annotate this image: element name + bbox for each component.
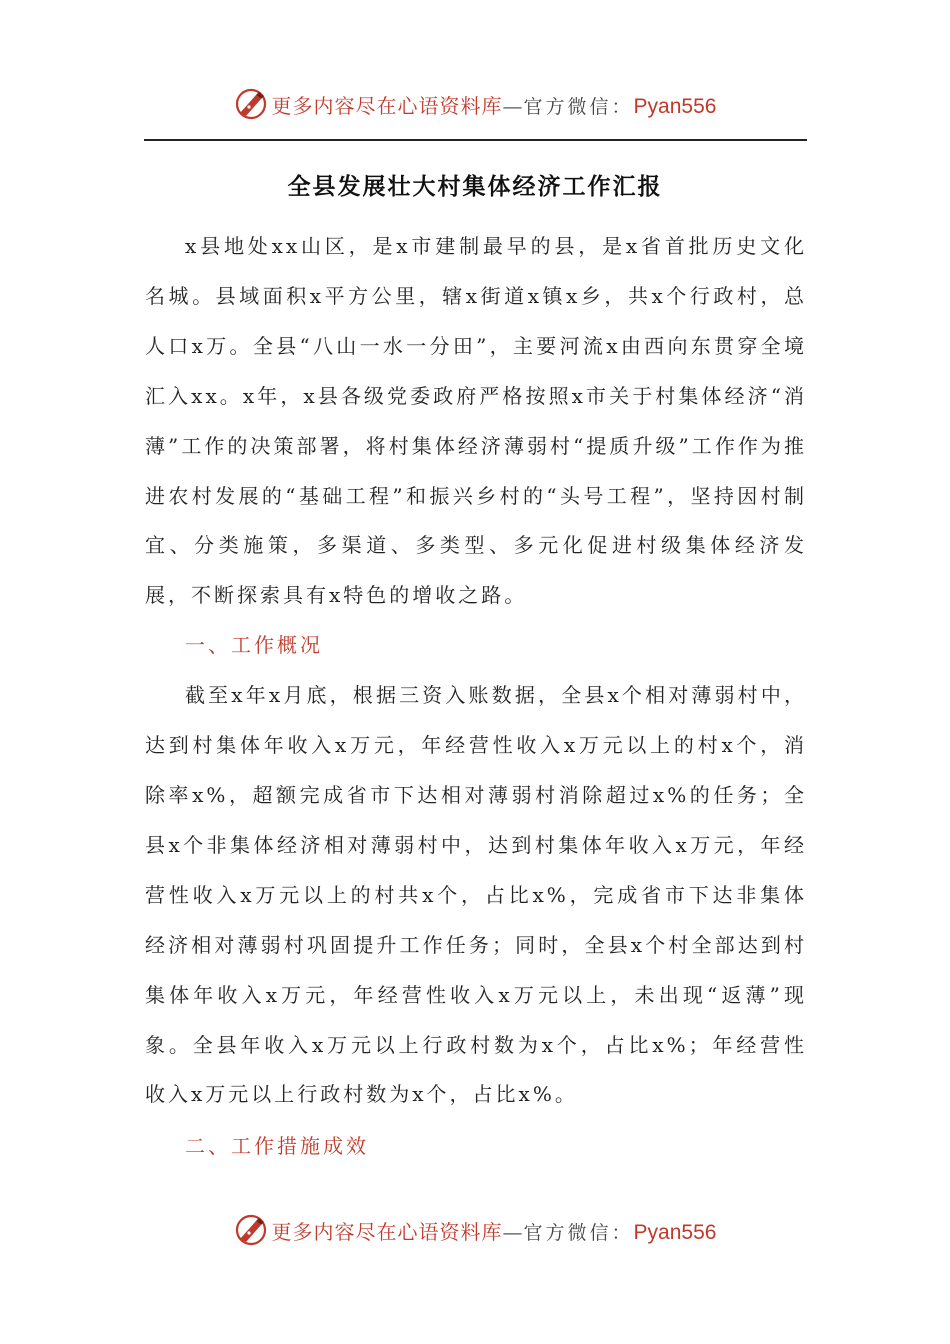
banner-wechat-id: Pyan556 bbox=[633, 94, 717, 118]
banner-text bbox=[272, 1216, 717, 1245]
banner-main-text: 更多内容尽在心语资料库 bbox=[271, 1219, 503, 1244]
overview-paragraph: 截至x年x月底，根据三资入账数据，全县x个相对薄弱村中，达到村集体年收入x万元，年经营性收入x万元以上的村x个，消除率x%，超额完成省市下达相对薄弱村消除超过x%的任务；全县x个非集体经济相对薄弱村中，达到村集体年收入x万元，年经营性收入x万元以上的村共x个，占比x%，完成省市下达非集体经济相对薄弱村巩固提升工作任务；同时，全县x个村全部达到村集体年收入x万元，年经营性收入x万元以上，未出现“返薄”现象。全县年收入x万元以上行政村数为x个，占比x%；年经营性收入x万元以上行政村数为x个，占比x%。 bbox=[145, 683, 807, 1107]
banner-wechat-label: 官方微信： bbox=[523, 1221, 634, 1244]
pen-nib-logo-icon bbox=[234, 1213, 268, 1247]
section-heading-measures: 二、工作措施成效 bbox=[185, 1134, 369, 1159]
document-title: 全县发展壮大村集体经济工作汇报 bbox=[287, 174, 663, 200]
top-banner bbox=[0, 82, 950, 126]
banner-dash: — bbox=[502, 1219, 524, 1244]
banner-wechat-id: Pyan556 bbox=[633, 1220, 717, 1244]
document-body bbox=[145, 222, 807, 1172]
banner-text bbox=[272, 90, 717, 119]
header-divider bbox=[144, 139, 807, 141]
pen-nib-logo-icon bbox=[234, 87, 268, 121]
banner-wechat-label: 官方微信： bbox=[523, 95, 634, 118]
section-heading-overview: 一、工作概况 bbox=[185, 633, 323, 658]
banner-dash: — bbox=[502, 93, 524, 118]
banner-main-text: 更多内容尽在心语资料库 bbox=[271, 93, 503, 118]
intro-paragraph: x县地处xx山区，是x市建制最早的县，是x省首批历史文化名城。县域面积x平方公里，辖x街道x镇x乡，共x个行政村，总人口x万。全县“八山一水一分田”，主要河流x由西向东贯穿全境汇入xx。x年，x县各级党委政府严格按照x市关于村集体经济“消薄”工作的决策部署，将村集体经济薄弱村“提质升级”工作作为推进农村发展的“基础工程”和振兴乡村的“头号工程”，坚持因村制宜、分类施策，多渠道、多类型、多元化促进村级集体经济发展，不断探索具有x特色的增收之路。 bbox=[145, 234, 807, 608]
bottom-banner bbox=[0, 1208, 950, 1252]
